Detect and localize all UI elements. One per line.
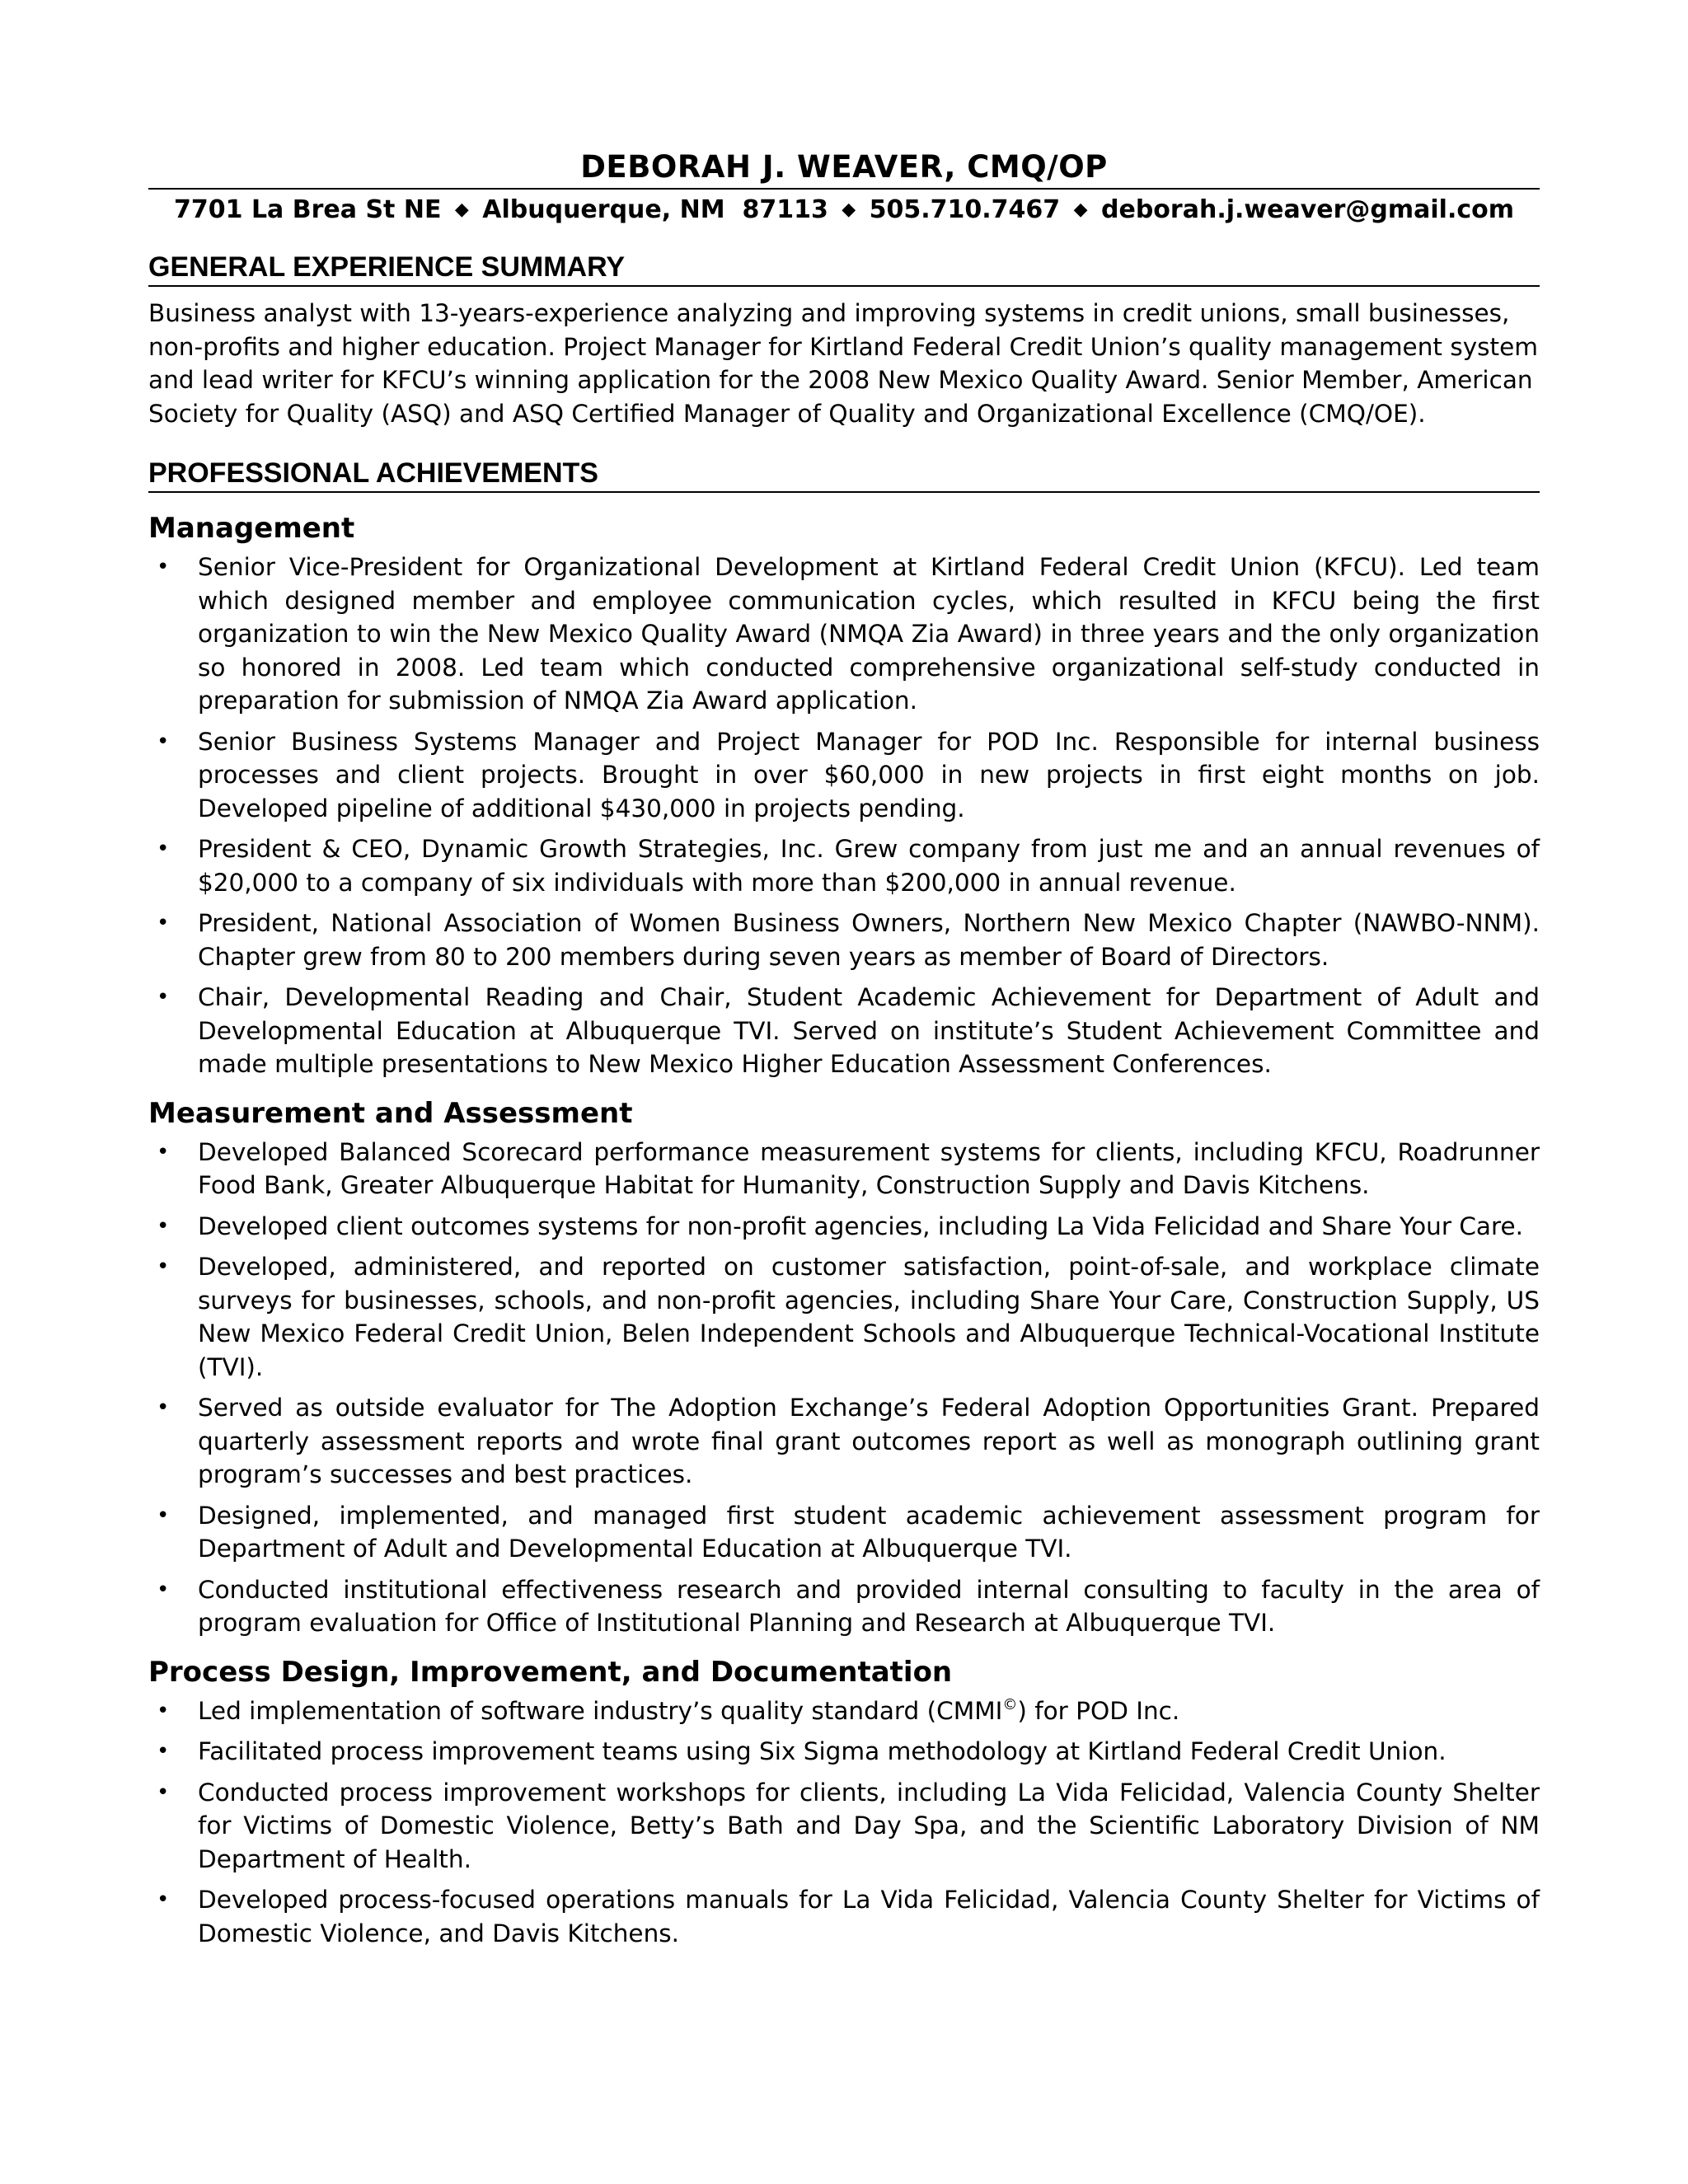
list-item-text: Senior Vice-President for Organizational Development at Kirtland Federal Credit Union (KFCU). Led team which designed member and employee communication cycles, which resulted in KFCU being the first organization to win the New Mexico Quality Award (NMQA Zia Award) in three years and the only organization so honored in 2008. Led team which conducted comprehensive organizational self-study conducted in preparation for submission of NMQA Zia Award application. (198, 553, 1540, 715)
bullet-icon: • (157, 1698, 170, 1723)
list-item-text: Conducted institutional effectiveness research and provided internal consulting to faculty in the area of program evaluation for Office of Institutional Planning and Research at Albuquerque TVI. (198, 1575, 1540, 1637)
list-item-text: President, National Association of Women Business Owners, Northern New Mexico Chapter (NAWBO-NNM). Chapter grew from 80 to 200 members during seven years as member of Board of Directors. (198, 909, 1540, 971)
list-item-text: President & CEO, Dynamic Growth Strategies, Inc. Grew company from just me and an annual revenues of $20,000 to a company of six individuals with more than $200,000 in annual revenue. (198, 835, 1540, 897)
list-item (148, 1694, 1540, 1728)
bullet-icon: • (157, 837, 170, 861)
list-item (148, 1210, 1540, 1244)
list-item (148, 1391, 1540, 1492)
list-item-text: Developed, administered, and reported on customer satisfaction, point-of-sale, and workplace climate surveys for businesses, schools, and non-profit agencies, including Share Your Care, Construction Supply, US New Mexico Federal Credit Union, Belen Independent Schools and Albuquerque Technical-Vocational Institute (TVI). (198, 1253, 1540, 1381)
list-item (148, 1136, 1540, 1202)
contact-line (148, 188, 1540, 227)
list-item-text: Senior Business Systems Manager and Project Manager for POD Inc. Responsible for internal business processes and client projects. Brought in over $60,000 in new projects in first eight months on job. Developed pipeline of additional $430,000 in projects pending. (198, 727, 1540, 823)
list-item-text: Led implementation of software industry’s quality standard (CMMI (198, 1696, 1003, 1725)
resume-page (148, 147, 1540, 1950)
bullet-icon: • (157, 1779, 170, 1805)
list-item-text: Designed, implemented, and managed first student academic achievement assessment program for Department of Adult and Developmental Education at Albuquerque TVI. (198, 1501, 1540, 1563)
diamond-separator-icon: ◆ (1073, 199, 1088, 220)
email-address[interactable]: deborah.j.weaver@gmail.com (1101, 195, 1514, 224)
list-item (148, 1735, 1540, 1769)
list-item-text: Chair, Developmental Reading and Chair, Student Academic Achievement for Department of Adult and Developmental Education at Albuquerque TVI. Served on institute’s Student Achievement Committee and made multiple presentations to New Mexico Higher Education Assessment Conferences. (198, 983, 1540, 1078)
list-item-text-end: ) for POD Inc. (1017, 1696, 1180, 1725)
list-item-text: Conducted process improvement workshops for clients, including La Vida Felicidad, Valencia County Shelter for Victims of Domestic Violence, Betty’s Bath and Day Spa, and the Scientific Laboratory Division of NM Department of Health. (198, 1778, 1540, 1873)
bullet-icon: • (157, 1395, 170, 1420)
list-item-text: Served as outside evaluator for The Adoption Exchange’s Federal Adoption Opportunities Grant. Prepared quarterly assessment reports and wrote final grant outcomes report as well as monograph outlining grant program’s successes and best practices. (198, 1394, 1540, 1488)
list-item (148, 1776, 1540, 1877)
diamond-separator-icon: ◆ (842, 199, 856, 220)
candidate-name: DEBORAH J. WEAVER, CMQ/OP (580, 149, 1108, 185)
copyright-mark: © (1002, 1695, 1018, 1713)
achievements-heading: PROFESSIONAL ACHIEVEMENTS (148, 455, 1540, 493)
phone-number: 505.710.7467 (869, 195, 1061, 224)
bullet-icon: • (157, 911, 170, 935)
measurement-list (148, 1136, 1540, 1640)
list-item (148, 981, 1540, 1081)
process-subheading: Process Design, Improvement, and Documentation (148, 1655, 953, 1689)
list-item (148, 1499, 1540, 1566)
measurement-subheading: Measurement and Assessment (148, 1096, 633, 1130)
list-item (148, 725, 1540, 826)
bullet-icon: • (157, 1254, 170, 1279)
bullet-icon: • (157, 1213, 170, 1239)
management-subheading: Management (148, 512, 355, 545)
process-list (148, 1694, 1540, 1951)
list-item-text: Developed Balanced Scorecard performance measurement systems for clients, including KFCU, Roadrunner Food Bank, Greater Albuquerque Habitat for Humanity, Construction Supply and Davis Kitchens. (198, 1137, 1540, 1199)
bullet-icon: • (157, 985, 170, 1010)
list-item (148, 551, 1540, 718)
bullet-icon: • (157, 729, 170, 754)
list-item (148, 907, 1540, 973)
list-item-text: Developed client outcomes systems for non-profit agencies, including La Vida Felicidad and Share Your Care. (198, 1212, 1524, 1240)
management-list (148, 551, 1540, 1081)
list-item (148, 1883, 1540, 1950)
list-item (148, 1250, 1540, 1384)
bullet-icon: • (157, 1502, 170, 1528)
bullet-icon: • (157, 555, 170, 579)
list-item (148, 1573, 1540, 1640)
bullet-icon: • (157, 1739, 170, 1764)
city-state-zip: Albuquerque, NM 87113 (482, 195, 828, 224)
summary-heading: GENERAL EXPERIENCE SUMMARY (148, 249, 1540, 287)
list-item-text: Facilitated process improvement teams using Six Sigma methodology at Kirtland Federal Credit Union. (198, 1737, 1447, 1765)
list-item (148, 832, 1540, 899)
bullet-icon: • (157, 1139, 170, 1165)
street-address: 7701 La Brea St NE (174, 195, 442, 224)
bullet-icon: • (157, 1887, 170, 1912)
diamond-separator-icon: ◆ (454, 199, 469, 220)
list-item-text: Developed process-focused operations manuals for La Vida Felicidad, Valencia County Shelter for Victims of Domestic Violence, and Davis Kitchens. (198, 1886, 1540, 1947)
bullet-icon: • (157, 1577, 170, 1602)
summary-paragraph: Business analyst with 13-years-experience analyzing and improving systems in credit unions, small businesses, non-profits and higher education. Project Manager for Kirtland Federal Credit Union’s quality management system and lead writer for KFCU’s winning application for the 2008 New Mexico Quality Award. Senior Member, American Society for Quality (ASQ) and ASQ Certified Manager of Quality and Organizational Excellence (CMQ/OE). (148, 299, 1538, 428)
